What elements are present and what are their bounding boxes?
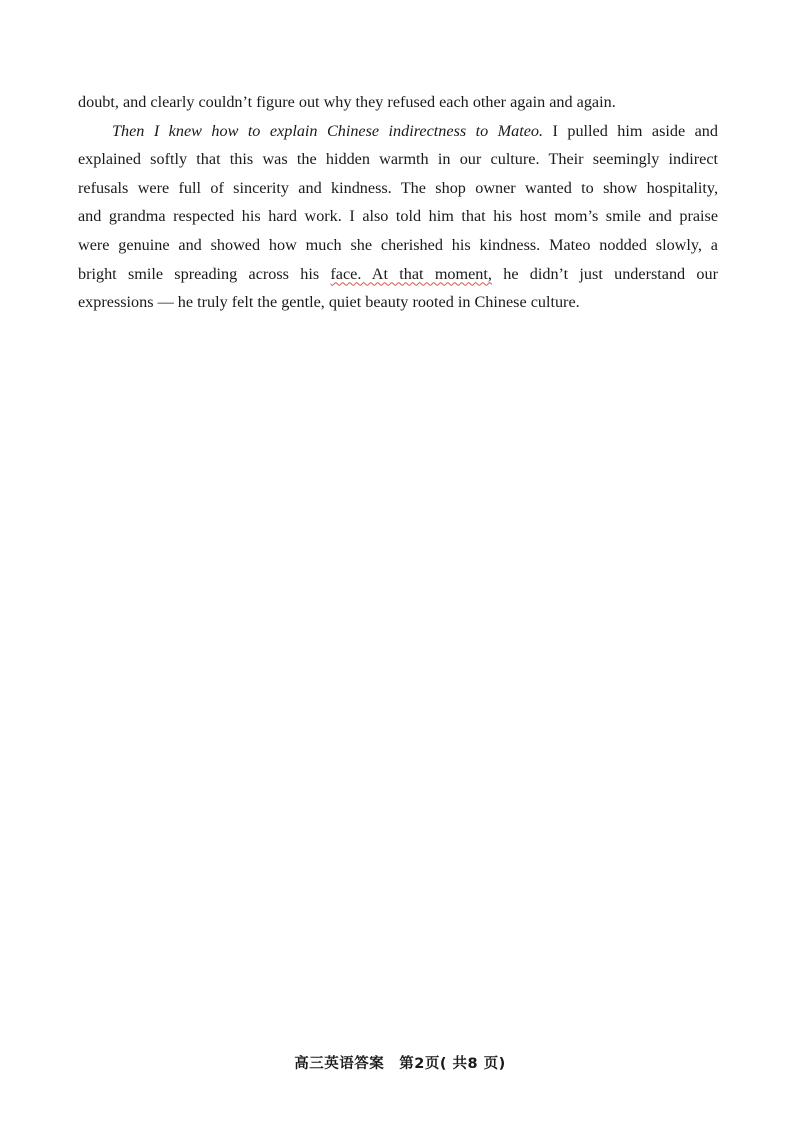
text-line-7 [78, 260, 718, 289]
text-line-8: expressions — he truly felt the gentle, quiet beauty rooted in Chinese culture. [78, 293, 580, 312]
text-line-7-start: bright smile spreading across his [78, 264, 331, 283]
essay-text [78, 88, 718, 317]
text-line-4: refusals were full of sincerity and kindness. The shop owner wanted to show hospitality, [78, 178, 718, 197]
spellcheck-marked-text: face. At that moment, [330, 264, 492, 283]
text-line-7-end: he didn’t just understand our [491, 264, 718, 283]
text-line-3: explained softly that this was the hidden warmth in our culture. Their seemingly indirect [78, 150, 718, 169]
text-line-2 [78, 117, 718, 146]
text-line-2-rest: I pulled him aside and [543, 121, 718, 140]
text-line-1: doubt, and clearly couldn’t figure out why they refused each other again and again. [78, 93, 616, 111]
page-footer: 高三英语答案 第2页( 共8 页) [294, 1056, 506, 1072]
text-line-5: and grandma respected his hard work. I also told him that his host mom’s smile and praise [78, 207, 718, 226]
text-line-6: were genuine and showed how much she cherished his kindness. Mateo nodded slowly, a [78, 235, 718, 254]
italic-topic-sentence: Then I knew how to explain Chinese indirectness to Mateo. [112, 121, 544, 140]
